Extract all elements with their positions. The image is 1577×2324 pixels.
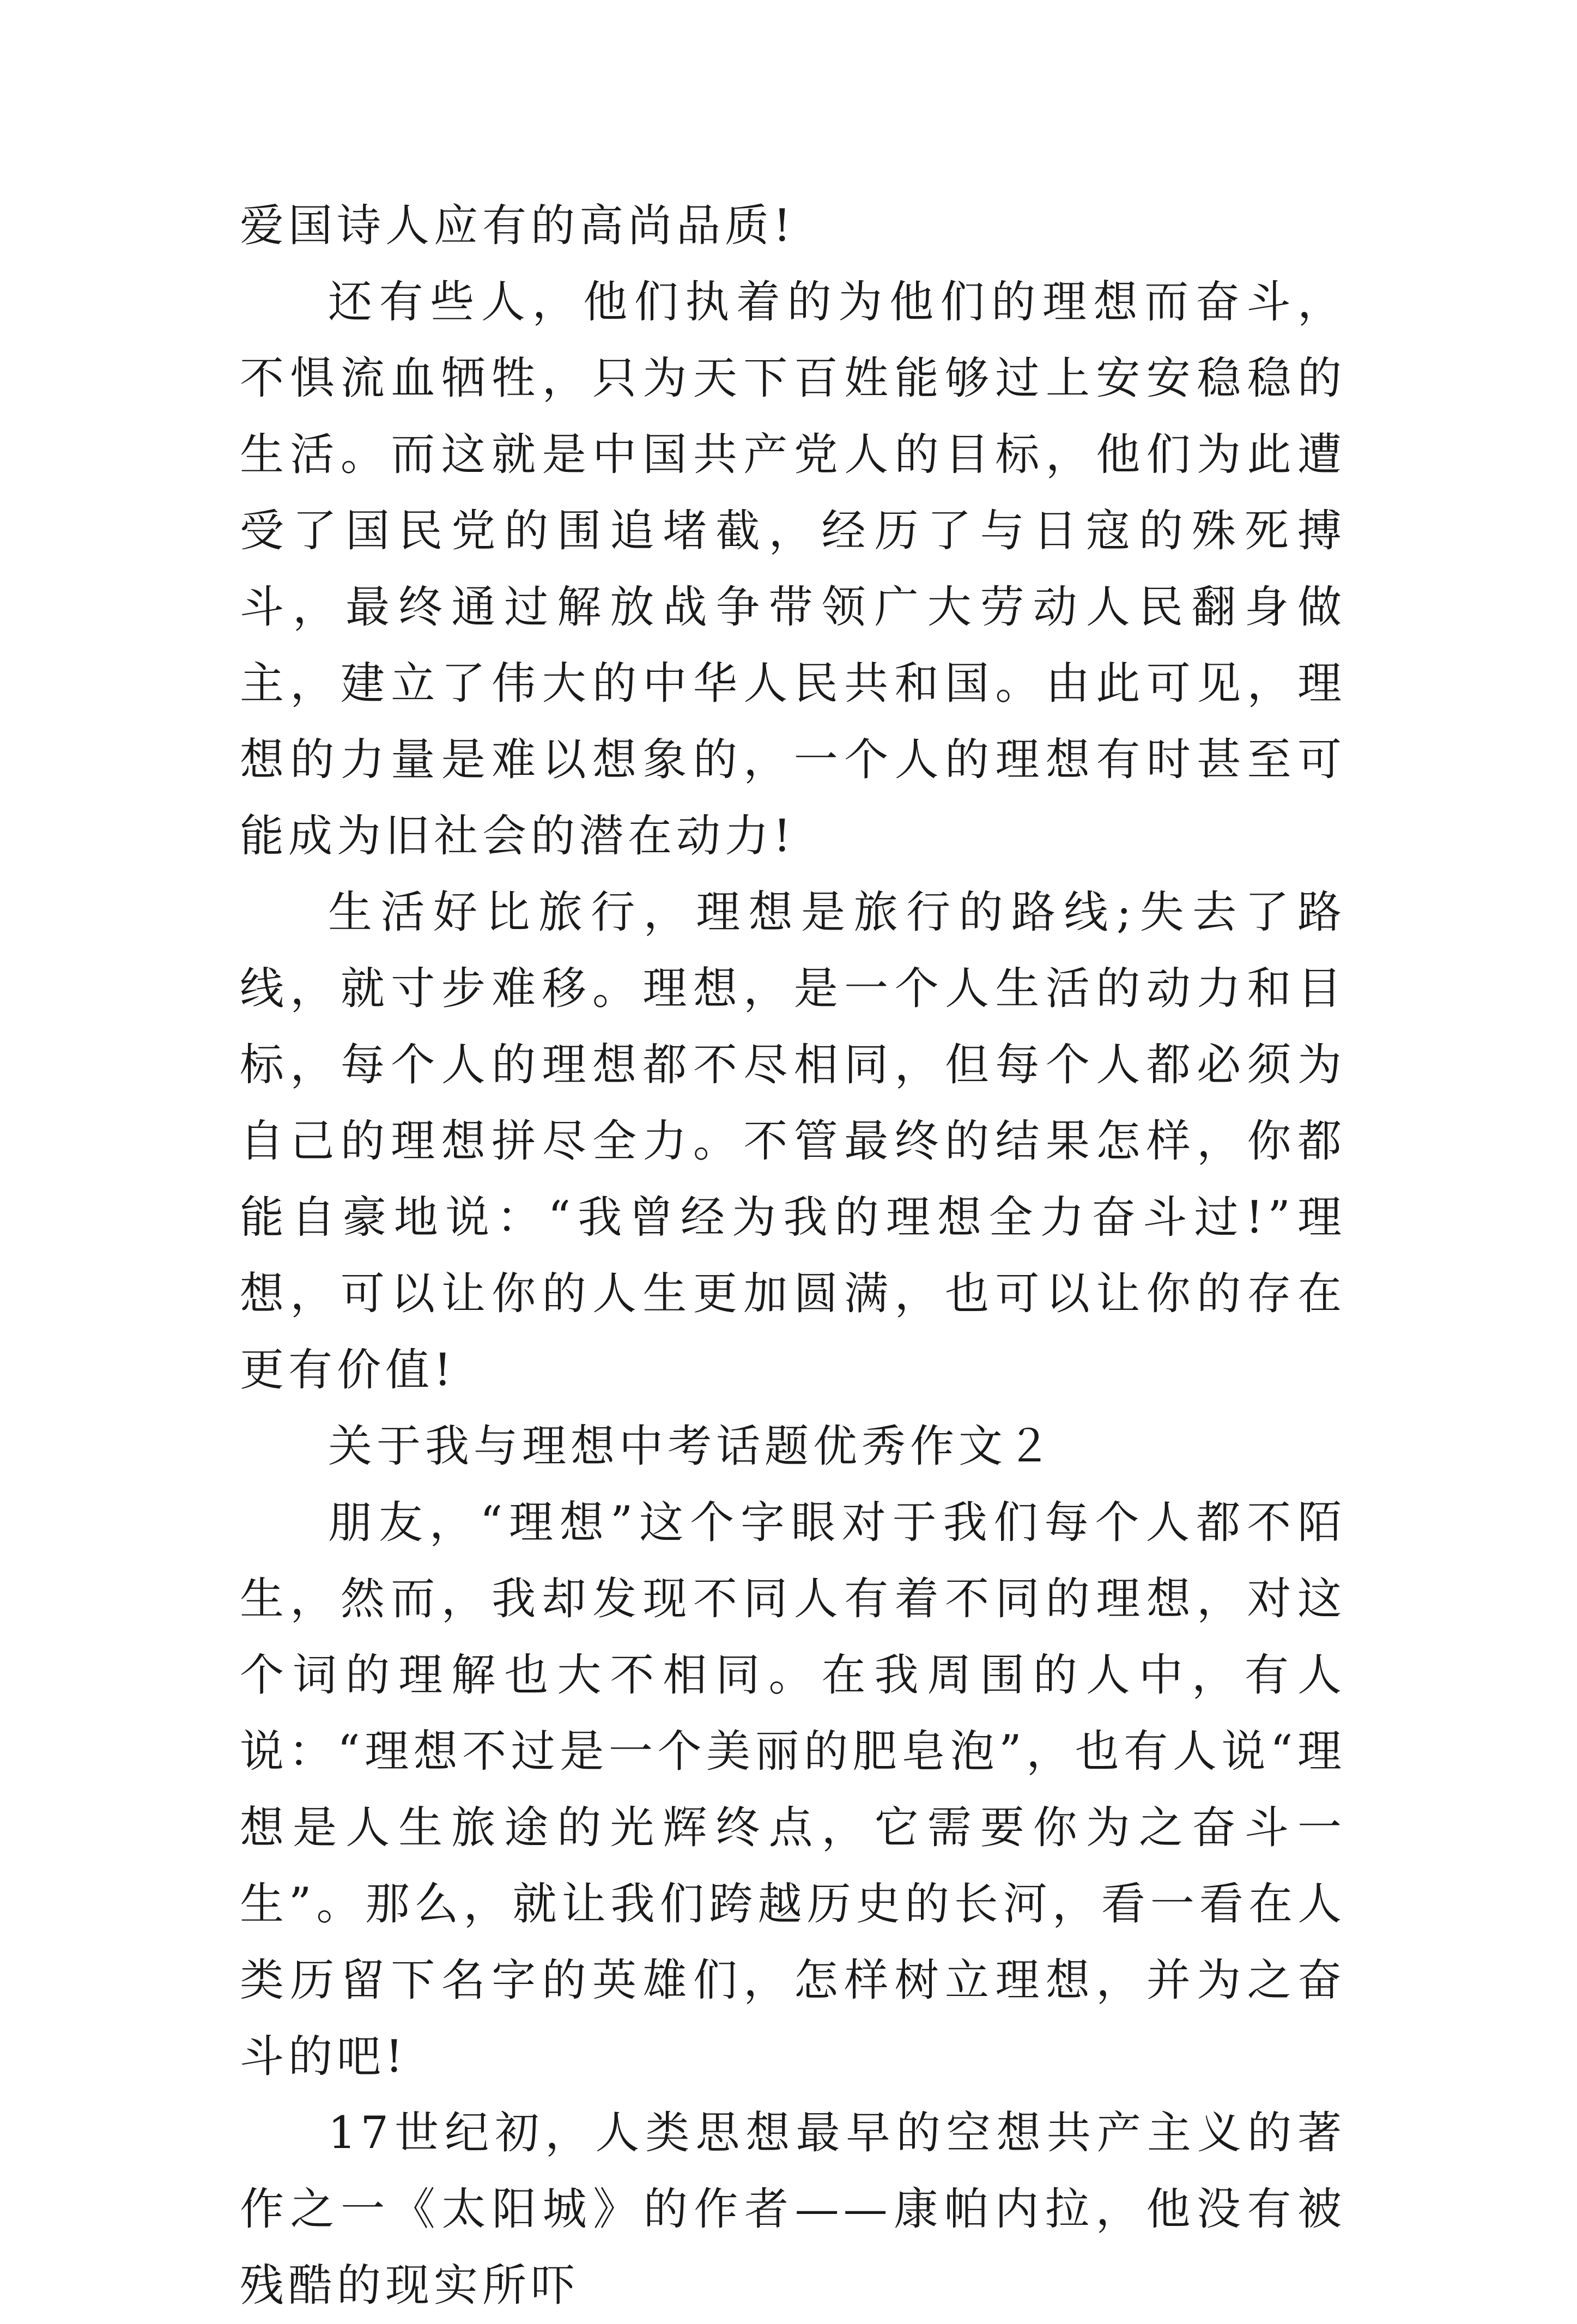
paragraph-3: 生活好比旅行，理想是旅行的路线;失去了路线，就寸步难移。理想，是一个人生活的动力和目标，每个人的理想都不尽相同，但每个人都必须为自己的理想拼尽全力。不管最终的结果怎样，你都能自豪地说：“我曾经为我的理想全力奋斗过!”理想，可以让你的人生更加圆满，也可以让你的存在更有价值! (240, 887, 1346, 1396)
section-heading: 关于我与理想中考话题优秀作文２ (328, 1421, 1056, 1472)
paragraph-4: 朋友，“理想”这个字眼对于我们每个人都不陌生，然而，我却发现不同人有着不同的理想，对这个词的理解也大不相同。在我周围的人中，有人说：“理想不过是一个美丽的肥皂泡”，也有人说“理想是人生旅途的光辉终点，它需要你为之奋斗一生”。那么，就让我们跨越历史的长河，看一看在人类历留下名字的英雄们，怎样树立理想，并为之奋斗的吧! (240, 1497, 1346, 2083)
paragraph-2: 还有些人，他们执着的为他们的理想而奋斗，不惧流血牺牲，只为天下百姓能够过上安安稳稳的生活。而这就是中国共产党人的目标，他们为此遭受了国民党的围追堵截，经历了与日寇的殊死搏斗，最终通过解放战争带领广大劳动人民翻身做主，建立了伟大的中华人民共和国。由此可见，理想的力量是难以想象的，一个人的理想有时甚至可能成为旧社会的潜在动力! (240, 277, 1346, 862)
document-body (240, 188, 1346, 2324)
paragraph-1: 爱国诗人应有的高尚品质! (240, 201, 796, 252)
paragraph-5: 17世纪初，人类思想最早的空想共产主义的著作之一《太阳城》的作者——康帕内拉，他没有被残酷的现实所吓 (240, 2108, 1346, 2311)
